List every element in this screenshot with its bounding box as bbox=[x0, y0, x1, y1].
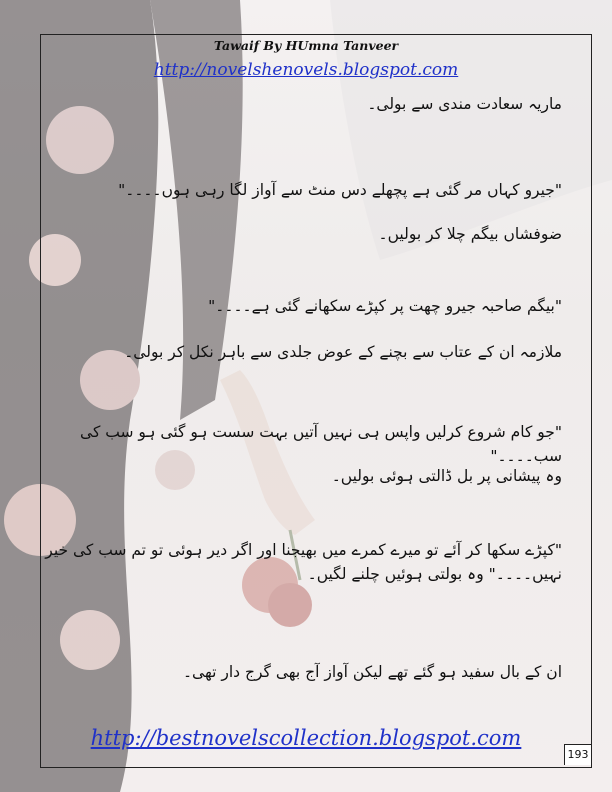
page-frame bbox=[40, 34, 592, 768]
paragraph-1: ماریہ سعادت مندی سے بولی۔ bbox=[367, 95, 562, 113]
paragraph-4: "بیگم صاحبہ جیرو چھت پر کپڑے سکھانے گئی ہے۔۔۔۔" bbox=[208, 297, 562, 315]
header-link[interactable]: http://novelshenovels.blogspot.com bbox=[153, 60, 459, 80]
paragraph-2: "جیرو کہاں مر گئی ہے پچھلے دس منٹ سے آواز لگا رہی ہوں۔۔۔۔" bbox=[118, 181, 562, 199]
paragraph-8: "کپڑے سکھا کر آئے تو میرے کمرے میں بھیجنا اور اگر دیر ہوئی تو تم سب کی خیر نہیں۔۔۔۔" وہ بولتی ہوئیں چلنے لگیں۔ bbox=[45, 541, 562, 583]
paragraph-9: ان کے بال سفید ہو گئے تھے لیکن آواز آج بھی گرج دار تھی۔ bbox=[182, 663, 562, 681]
paragraph-6: "جو کام شروع کرلیں واپس ہی نہیں آتیں بہت سست ہو گئی ہو سب کی سب۔۔۔۔" bbox=[80, 423, 562, 465]
paragraph-5: ملازمہ ان کے عتاب سے بچنے کے عوض جلدی سے باہر نکل کر بولی۔ bbox=[124, 343, 562, 361]
page-number: 193 bbox=[564, 744, 591, 765]
paragraph-3: ضوفشاں بیگم چلا کر بولیں۔ bbox=[378, 225, 562, 243]
footer-link[interactable]: http://bestnovelscollection.blogspot.com bbox=[90, 726, 522, 750]
paragraph-7: وہ پیشانی پر بل ڈالتی ہوئی بولیں۔ bbox=[331, 467, 562, 485]
header-title: Tawaif By HUmna Tanveer bbox=[213, 38, 399, 53]
